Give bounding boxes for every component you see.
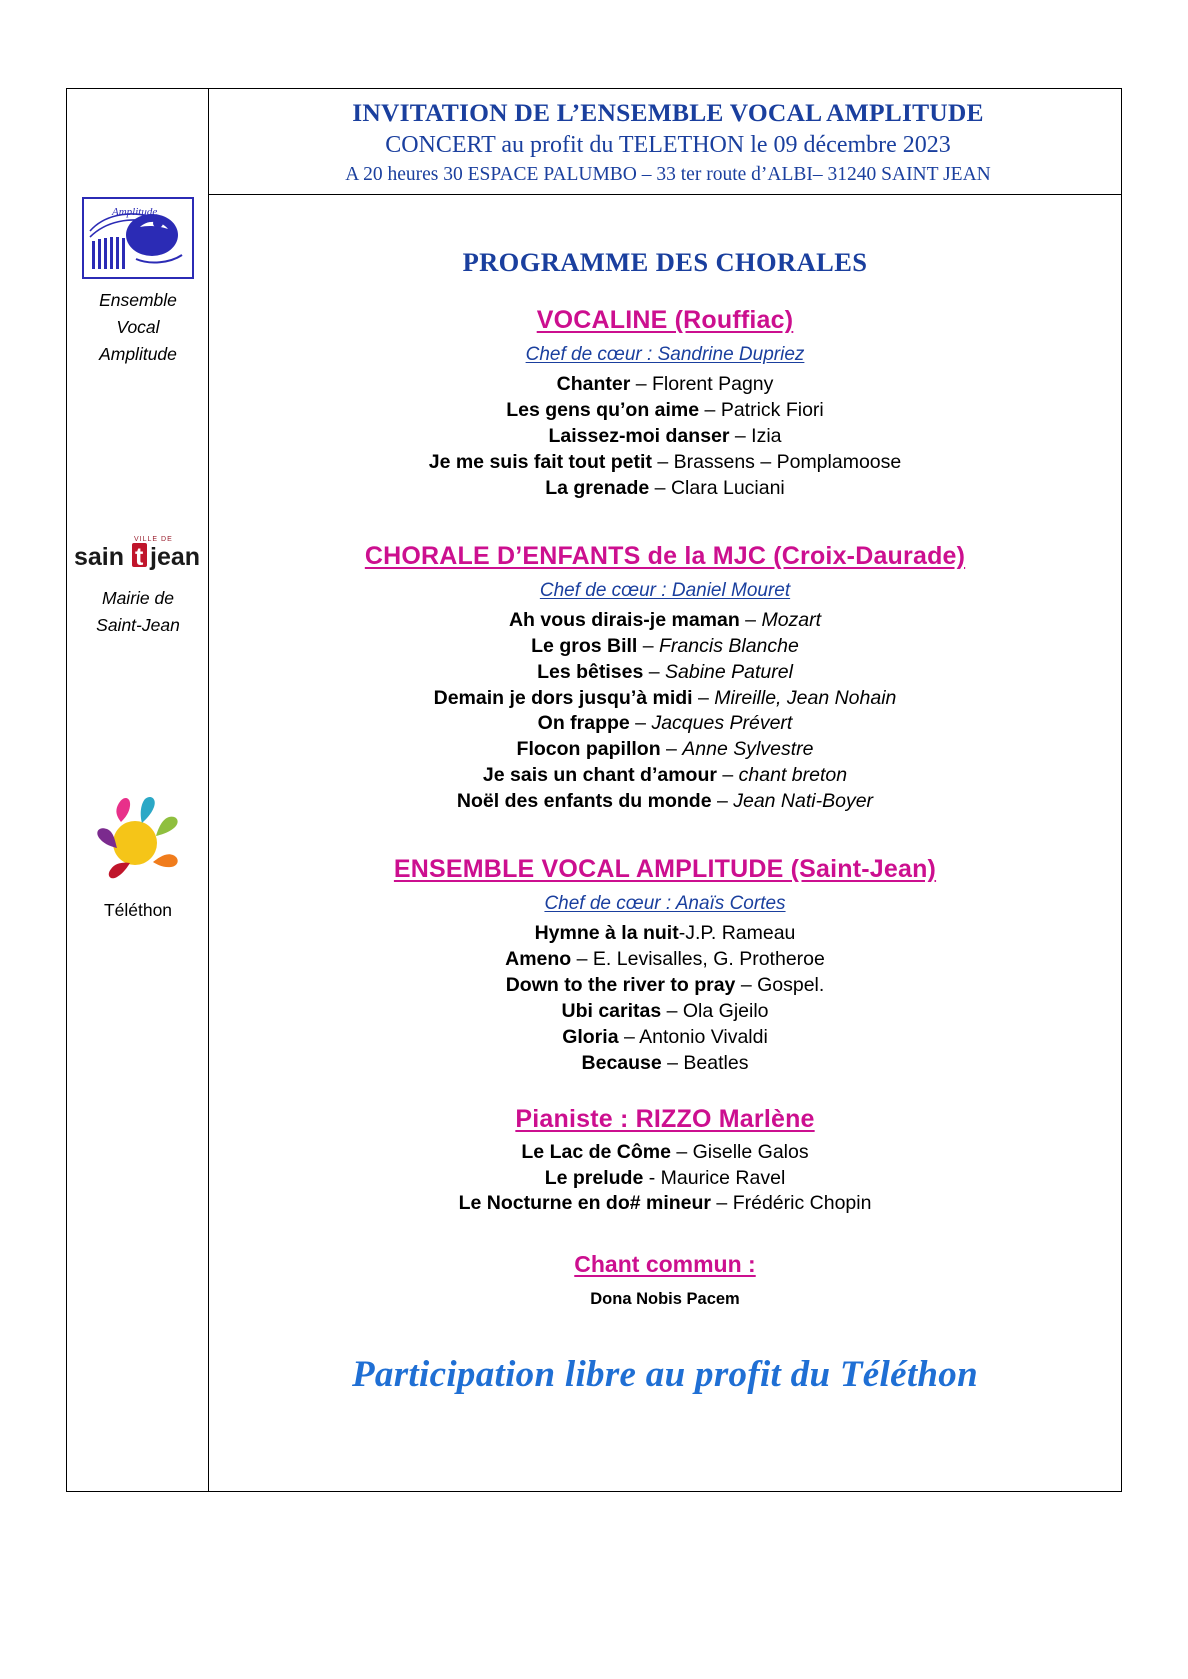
song-separator: – (649, 476, 671, 499)
song-row (209, 1191, 1121, 1217)
sidebar-caption-mairie (67, 585, 209, 639)
choir-block (209, 306, 1121, 502)
song-author: Sabine Paturel (665, 660, 793, 683)
header-subtitle: CONCERT au profit du TELETHON le 09 décembre 2023 (385, 131, 951, 158)
song-title: Chanter (556, 373, 631, 396)
sidebar-item-amplitude (67, 197, 209, 368)
song-author: J.P. Rameau (685, 922, 796, 945)
song-row (209, 634, 1121, 660)
svg-text:jean: jean (150, 543, 201, 571)
saint-jean-logo-icon (72, 529, 204, 575)
song-separator: – (670, 1140, 693, 1163)
song-author: Florent Pagny (651, 373, 774, 396)
common-song-name: Dona Nobis Pacem (590, 1290, 740, 1309)
caption-line: Téléthon (103, 900, 173, 920)
poster-main (209, 89, 1121, 1491)
caption-line: Mairie de (102, 588, 174, 608)
song-separator: – (629, 712, 652, 735)
song-title: Le gros Bill (531, 634, 638, 657)
sidebar-item-mairie (67, 529, 209, 639)
choir-conductor: Chef de cœur : Daniel Mouret (539, 579, 791, 601)
participation-note: Participation libre au profit du Téléthon (352, 1354, 978, 1396)
song-row (209, 973, 1121, 999)
song-separator: – (661, 999, 683, 1022)
song-list (209, 1140, 1121, 1218)
song-title: Down to the river to pray (505, 973, 736, 996)
song-author: Mozart (761, 608, 822, 631)
song-separator: – (739, 608, 762, 631)
song-title: Gloria (562, 1025, 619, 1048)
song-author: Antonio Vivaldi (639, 1025, 768, 1048)
song-row (209, 608, 1121, 634)
caption-line: Vocal (116, 317, 160, 338)
song-separator: – (735, 973, 758, 996)
song-separator: – (660, 738, 683, 761)
song-title: Ubi caritas (561, 999, 662, 1022)
sidebar-item-telethon (67, 789, 209, 924)
sidebar-caption-telethon (67, 897, 209, 924)
song-row (209, 660, 1121, 686)
song-row (209, 789, 1121, 815)
song-row (209, 737, 1121, 763)
song-separator: – (618, 1025, 640, 1048)
header-venue: A 20 heures 30 ESPACE PALUMBO – 33 ter route d’ALBI– 31240 SAINT JEAN (345, 163, 991, 185)
caption-line: Amplitude (99, 344, 177, 365)
song-title: On frappe (537, 712, 630, 735)
song-row (209, 921, 1121, 947)
song-list (209, 608, 1121, 815)
song-separator: – (692, 686, 715, 709)
song-separator: – (637, 634, 660, 657)
page-title: PROGRAMME DES CHORALES (462, 247, 868, 278)
choir-block (209, 542, 1121, 815)
song-row (209, 1140, 1121, 1166)
song-title: Hymne à la nuit (534, 922, 679, 945)
song-separator: – (729, 424, 752, 447)
sidebar-caption-amplitude (67, 287, 209, 368)
song-row (209, 424, 1121, 450)
song-separator: – (630, 373, 652, 396)
song-author: Ola Gjeilo (682, 999, 769, 1022)
song-row (209, 1025, 1121, 1051)
header-title: INVITATION DE L’ENSEMBLE VOCAL AMPLITUDE (352, 98, 984, 127)
song-author: Patrick Fiori (720, 399, 824, 422)
song-author: Jean Nati-Boyer (733, 790, 874, 813)
song-row (209, 686, 1121, 712)
poster-frame (66, 88, 1122, 1492)
song-row (209, 947, 1121, 973)
song-separator: – (711, 1192, 733, 1215)
amplitude-logo-icon (82, 197, 194, 279)
song-separator: – (699, 399, 721, 422)
caption-line: Saint-Jean (96, 615, 180, 636)
song-author: Izia (751, 424, 782, 447)
song-row (209, 398, 1121, 424)
song-author: Brassens – Pomplamoose (673, 450, 902, 473)
svg-text:sain: sain (74, 543, 125, 571)
song-separator: – (651, 450, 674, 473)
logo-sidebar (67, 89, 209, 1491)
common-song-block (209, 1251, 1121, 1309)
song-title: Flocon papillon (516, 738, 661, 761)
song-title: Les gens qu’on aime (506, 399, 700, 422)
song-separator: – (711, 790, 734, 813)
song-row (209, 372, 1121, 398)
song-separator: – (571, 948, 593, 971)
song-title: Je me suis fait tout petit (428, 450, 652, 473)
song-author: Gospel. (757, 973, 825, 996)
song-author: E. Levisalles, G. Protheroe (592, 948, 825, 971)
song-title: Because (581, 1051, 662, 1074)
song-row (209, 1051, 1121, 1077)
song-separator: – (716, 764, 739, 787)
caption-line: Ensemble (99, 290, 177, 310)
song-list (209, 372, 1121, 502)
choir-name: Pianiste : RIZZO Marlène (515, 1104, 815, 1133)
telethon-sun-logo-icon (85, 789, 191, 885)
choir-conductor: Chef de cœur : Sandrine Dupriez (525, 344, 805, 366)
choir-block (209, 855, 1121, 1077)
song-title: Les bêtises (537, 660, 644, 683)
song-title: Laissez-moi danser (548, 424, 730, 447)
song-title: Demain je dors jusqu’à midi (433, 686, 693, 709)
song-author: Mireille, Jean Nohain (714, 686, 897, 709)
song-author: Frédéric Chopin (732, 1192, 872, 1215)
song-row (209, 763, 1121, 789)
song-author: Clara Luciani (670, 476, 785, 499)
song-row (209, 476, 1121, 502)
song-title: Le prelude (544, 1166, 644, 1189)
choir-list (209, 306, 1121, 1217)
song-row (209, 999, 1121, 1025)
song-row (209, 450, 1121, 476)
song-author: Maurice Ravel (660, 1166, 786, 1189)
choir-name: CHORALE D’ENFANTS de la MJC (Croix-Daurade) (364, 541, 966, 570)
song-author: Beatles (683, 1051, 749, 1074)
song-separator: - (643, 1166, 661, 1189)
choir-name: ENSEMBLE VOCAL AMPLITUDE (Saint-Jean) (393, 855, 937, 884)
song-title: Je sais un chant d’amour (482, 764, 717, 787)
song-author: Anne Sylvestre (682, 738, 814, 761)
song-title: Ah vous dirais-je maman (508, 608, 740, 631)
common-song-title: Chant commun : (574, 1251, 756, 1278)
song-author: Giselle Galos (692, 1140, 809, 1163)
song-separator: - (678, 922, 686, 945)
song-author: Jacques Prévert (651, 712, 793, 735)
song-title: Noël des enfants du monde (456, 790, 712, 813)
song-row (209, 711, 1121, 737)
svg-text:t: t (135, 543, 144, 571)
song-list (209, 921, 1121, 1077)
song-title: La grenade (545, 476, 650, 499)
song-title: Le Lac de Côme (521, 1140, 671, 1163)
choir-name: VOCALINE (Rouffiac) (536, 306, 794, 335)
song-separator: – (661, 1051, 684, 1074)
poster-header (209, 89, 1121, 195)
svg-text:Amplitude: Amplitude (112, 206, 158, 218)
choir-block (209, 1105, 1121, 1218)
choir-conductor: Chef de cœur : Anaïs Cortes (544, 893, 786, 915)
song-separator: – (643, 660, 665, 683)
svg-text:VILLE DE: VILLE DE (134, 536, 173, 543)
song-row (209, 1166, 1121, 1192)
song-title: Ameno (505, 948, 572, 971)
song-title: Le Nocturne en do# mineur (458, 1192, 712, 1215)
song-author: chant breton (738, 764, 848, 787)
song-author: Francis Blanche (659, 634, 799, 657)
